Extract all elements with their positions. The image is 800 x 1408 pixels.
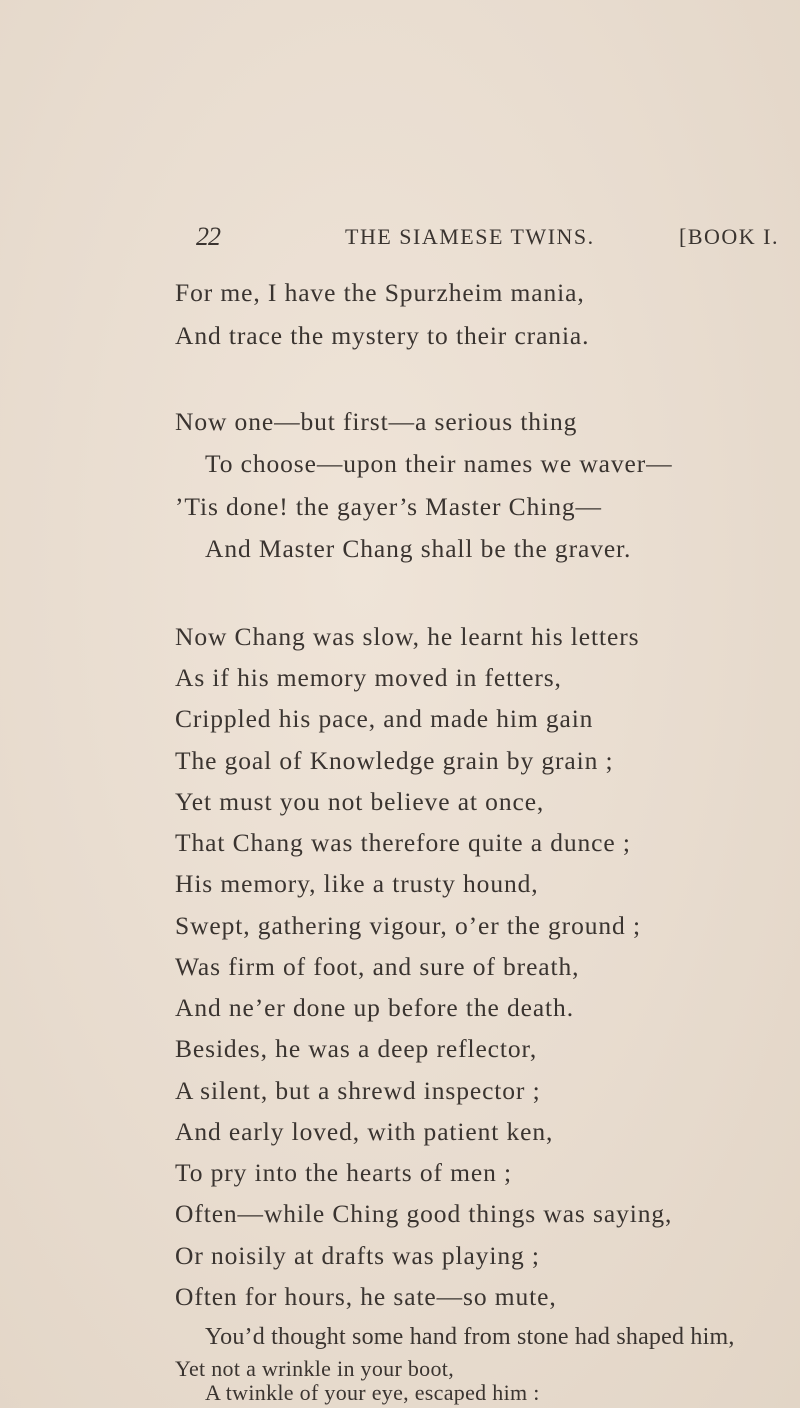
poem-line: And ne’er done up before the death. <box>175 993 574 1022</box>
poem-line: And early loved, with patient ken, <box>175 1117 554 1146</box>
poem-line: Yet not a wrinkle in your boot, <box>175 1356 454 1381</box>
poem-line: A silent, but a shrewd inspector ; <box>175 1076 541 1105</box>
page-header <box>0 222 800 252</box>
poem-line: Besides, he was a deep reflector, <box>175 1034 538 1063</box>
poem-line: Or noisily at drafts was playing ; <box>175 1241 540 1270</box>
poem-line: Swept, gathering vigour, o’er the ground ; <box>175 911 641 940</box>
poem-line: ’Tis done! the gayer’s Master Ching— <box>175 492 602 521</box>
poem-line: Was firm of foot, and sure of breath, <box>175 952 580 981</box>
poem-line: Now one—but first—a serious thing <box>175 407 578 436</box>
poem-line: For me, I have the Spurzheim mania, <box>175 278 585 307</box>
poem-line: That Chang was therefore quite a dunce ; <box>175 828 631 857</box>
poem-line: To choose—upon their names we waver— <box>205 449 673 478</box>
poem-line: Crippled his pace, and made him gain <box>175 704 594 733</box>
poem-line: A twinkle of your eye, escaped him : <box>205 1380 540 1405</box>
poem-line: Yet must you not believe at once, <box>175 787 545 816</box>
book-reference: [BOOK I. <box>679 224 779 249</box>
poem-line: As if his memory moved in fetters, <box>175 663 562 692</box>
poem-line: His memory, like a trusty hound, <box>175 869 539 898</box>
poem-line: The goal of Knowledge grain by grain ; <box>175 746 614 775</box>
poem-line: And Master Chang shall be the graver. <box>205 534 632 563</box>
poem-line: And trace the mystery to their crania. <box>175 321 590 350</box>
poem-line: To pry into the hearts of men ; <box>175 1158 513 1187</box>
poem-line: Often for hours, he sate—so mute, <box>175 1282 557 1311</box>
poem-line: Now Chang was slow, he learnt his letters <box>175 622 640 651</box>
running-title: THE SIAMESE TWINS. <box>345 224 595 249</box>
page-number: 22 <box>196 222 220 251</box>
poem-line: Often—while Ching good things was saying, <box>175 1199 673 1228</box>
poem-line: You’d thought some hand from stone had shaped him, <box>205 1324 735 1350</box>
